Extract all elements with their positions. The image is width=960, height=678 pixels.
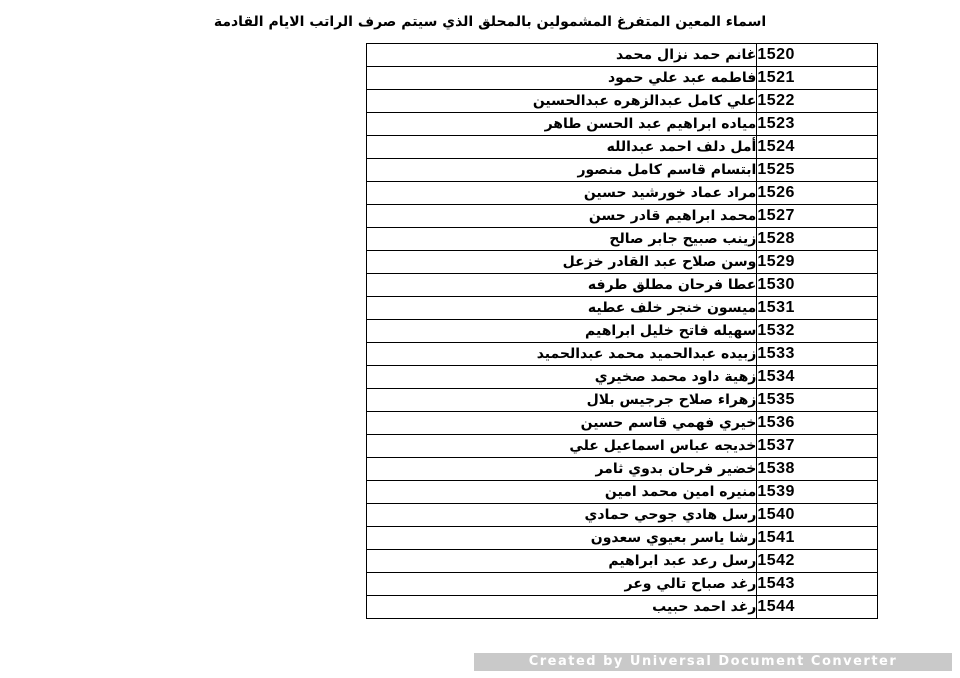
serial-number: 1544	[757, 596, 878, 619]
employee-name: زهراء صلاح جرجيس بلال	[367, 389, 757, 412]
table-row	[367, 320, 878, 343]
names-table	[366, 43, 878, 619]
employee-name: رسل رعد عبد ابراهيم	[367, 550, 757, 573]
serial-number: 1535	[757, 389, 878, 412]
table-row	[367, 573, 878, 596]
table-row	[367, 228, 878, 251]
employee-name: زبيده عبدالحميد محمد عبدالحميد	[367, 343, 757, 366]
serial-number: 1536	[757, 412, 878, 435]
serial-number: 1540	[757, 504, 878, 527]
serial-number: 1528	[757, 228, 878, 251]
serial-number: 1522	[757, 90, 878, 113]
table-row	[367, 435, 878, 458]
table-row	[367, 297, 878, 320]
employee-name: عطا فرحان مطلق طرفه	[367, 274, 757, 297]
table-row	[367, 136, 878, 159]
table-row	[367, 366, 878, 389]
employee-name: مراد عماد خورشيد حسين	[367, 182, 757, 205]
employee-name: ميسون خنجر خلف عطيه	[367, 297, 757, 320]
serial-number: 1520	[757, 44, 878, 67]
table-row	[367, 205, 878, 228]
table-row	[367, 389, 878, 412]
serial-number: 1526	[757, 182, 878, 205]
table-row	[367, 343, 878, 366]
serial-number: 1530	[757, 274, 878, 297]
employee-name: خضير فرحان بدوي ثامر	[367, 458, 757, 481]
employee-name: أمل دلف احمد عبدالله	[367, 136, 757, 159]
employee-name: منيره امين محمد امين	[367, 481, 757, 504]
employee-name: وسن صلاح عبد القادر خزعل	[367, 251, 757, 274]
table-row	[367, 596, 878, 619]
serial-number: 1534	[757, 366, 878, 389]
serial-number: 1527	[757, 205, 878, 228]
table-row	[367, 182, 878, 205]
serial-number: 1543	[757, 573, 878, 596]
employee-name: رسل هادي جوحي حمادي	[367, 504, 757, 527]
serial-number: 1533	[757, 343, 878, 366]
serial-number: 1539	[757, 481, 878, 504]
employee-name: زينب صبيح جابر صالح	[367, 228, 757, 251]
serial-number: 1541	[757, 527, 878, 550]
table-row	[367, 504, 878, 527]
document-title: اسماء المعين المتفرغ المشمولين بالمحلق الذي سيتم صرف الراتب الايام القادمة	[213, 14, 767, 30]
serial-number: 1524	[757, 136, 878, 159]
table-row	[367, 90, 878, 113]
employee-name: خيري فهمي قاسم حسين	[367, 412, 757, 435]
serial-number: 1542	[757, 550, 878, 573]
table-row	[367, 274, 878, 297]
table-row	[367, 113, 878, 136]
employee-name: خديجه عباس اسماعيل علي	[367, 435, 757, 458]
serial-number: 1523	[757, 113, 878, 136]
serial-number: 1521	[757, 67, 878, 90]
serial-number: 1525	[757, 159, 878, 182]
table-row	[367, 550, 878, 573]
serial-number: 1531	[757, 297, 878, 320]
employee-name: رغد صباح تالي وعر	[367, 573, 757, 596]
employee-name: فاطمه عبد علي حمود	[367, 67, 757, 90]
employee-name: سهيله فاتح خليل ابراهيم	[367, 320, 757, 343]
table-row	[367, 481, 878, 504]
table-row	[367, 251, 878, 274]
table-row	[367, 412, 878, 435]
employee-name: علي كامل عبدالزهره عبدالحسين	[367, 90, 757, 113]
table-row	[367, 67, 878, 90]
employee-name: رغد احمد حبيب	[367, 596, 757, 619]
names-table-body	[367, 44, 878, 619]
serial-number: 1532	[757, 320, 878, 343]
employee-name: رشا ياسر بعيوي سعدون	[367, 527, 757, 550]
employee-name: مياده ابراهيم عبد الحسن طاهر	[367, 113, 757, 136]
employee-name: غانم حمد نزال محمد	[367, 44, 757, 67]
serial-number: 1537	[757, 435, 878, 458]
employee-name: زهية داود محمد صخيري	[367, 366, 757, 389]
table-row	[367, 527, 878, 550]
table-row	[367, 44, 878, 67]
serial-number: 1538	[757, 458, 878, 481]
employee-name: ابتسام قاسم كامل منصور	[367, 159, 757, 182]
converter-watermark: Created by Universal Document Converter	[474, 653, 952, 671]
employee-name: محمد ابراهيم قادر حسن	[367, 205, 757, 228]
table-row	[367, 458, 878, 481]
table-row	[367, 159, 878, 182]
serial-number: 1529	[757, 251, 878, 274]
